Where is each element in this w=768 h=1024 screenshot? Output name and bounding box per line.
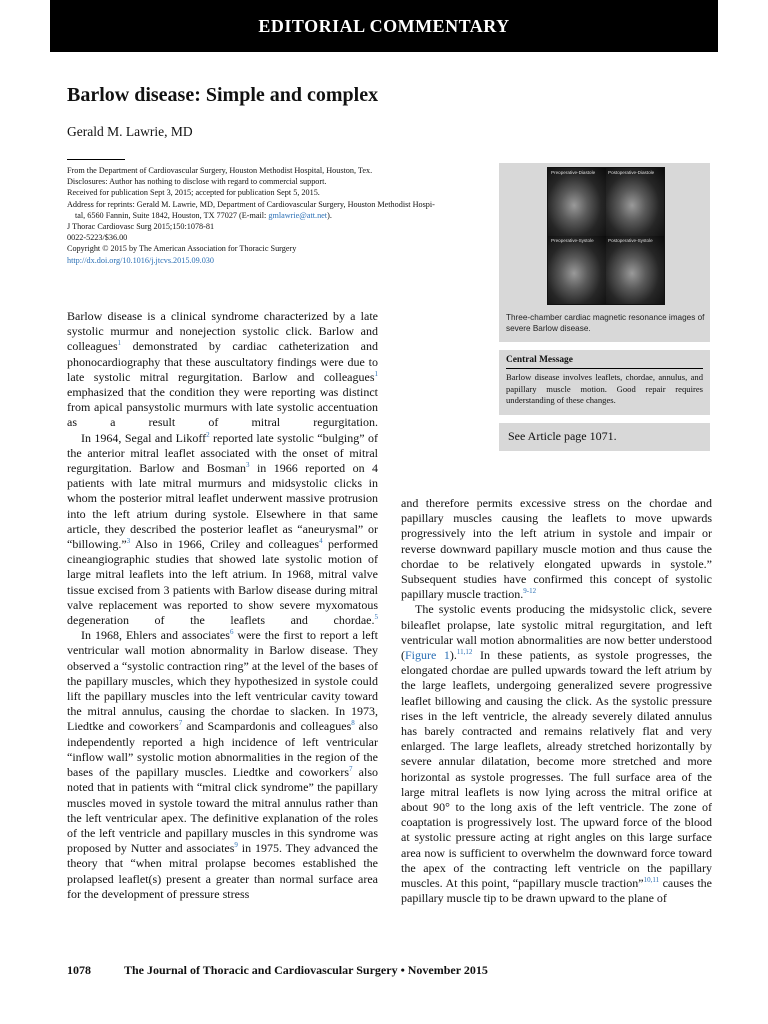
see-article-link[interactable]: See Article page 1071. — [508, 429, 617, 443]
reference-link[interactable]: 7 — [178, 719, 183, 728]
body-column-left — [67, 309, 378, 902]
paragraph: In 1964, Segal and Likoff$^2$ reported late systolic “bulging” of the anterior mitral leaflet associated with the onset of mitral regurgitation. Barlow and Bosman$^3$ in 1966 reported on 4 patients with late mitral murmurs and midsystolic clicks in whom the posterior mitral leaflet underwent massive protrusion into the left atrium during systole. Elsewhere in that same article, they described the posterior leaflet as “aneurysmal” or “billowing.”$^3$ Also in 1966, Criley and colleagues$^4$ performed cineangiographic studies that showed late systolic motion of large mitral leaflets into the left atrium. In 1968, mitral valve tissue excised from 3 patients with Barlow disease during mitral valve replacement was reported to show severe myxomatous degeneration of the leaflets and chordae.$^5$ — [67, 430, 379, 628]
editorial-banner: EDITORIAL COMMENTARY — [50, 0, 718, 52]
see-article-box[interactable] — [499, 423, 710, 451]
figure-panel — [499, 163, 710, 342]
mri-label: Preoperative-Systole — [551, 238, 594, 243]
meta-divider — [67, 159, 125, 160]
disclosures: Disclosures: Author has nothing to disclose with regard to commercial support. — [67, 177, 327, 187]
page-footer — [67, 963, 488, 978]
reference-link[interactable]: 7 — [349, 765, 353, 774]
reference-link[interactable]: 11,12 — [456, 648, 473, 657]
mri-label: Preoperative-Diastole — [551, 170, 596, 175]
paragraph: In 1968, Ehlers and associates$^6$ were the first to report a left ventricular wall motion abnormality in Barlow disease. They observed a “systolic contraction ring” at the level of the bases of the papillary muscles, which they hypothesized in systole could lift the papillary muscles into the left ventricular cavity toward the mitral annulus, causing the chordae to slacken. In 1973, Liedtke and coworkers$^7$ and Scampardonis and colleagues$^8$ also independently reported a high incidence of left ventricular “inflow wall” systolic motion abnormalities in the region of the bases of the papillary muscles. Liedtke and coworkers$^7$ also noted that in patients with “mitral click syndrome” the papillary muscles moved in systole toward the mitral annulus rather than the left ventricular apex. The definitive explanation of the roles of the left ventricle and papillary muscles in this syndrome was proposed by Nutter and associates$^9$ in 1975. They advanced the theory that “when mitral prolapse becomes established the prolapsed leaflet(s) present a greater than normal surface area for the development of pressure stress — [67, 628, 378, 901]
reference-link[interactable]: 8 — [351, 719, 355, 728]
central-message-body: Barlow disease involves leaflets, chordae, annulus, and papillary muscle motion. Good repair requires understanding of these changes. — [506, 372, 703, 406]
paragraph: The systolic events producing the midsystolic click, severe bileaflet prolapse, late systolic mitral regurgitation, and left ventricular wall motion abnormalities are now better understood (Figure 1).$^{11,12}$ In these patients, as systole progresses, the elongated chordae are pulled upwards toward the left atrium by the large leaflets, undergoing generalized severe progressive leaflet billowing and causing the click. As the systolic pressure rises in the left ventricle, the already severely dilated annulus has barely contracted and remains relatively flat and very enlarged. The large leaflets, already stretched horizontally by severe annular dilatation, become more stretched and more horizontal as systole progresses. The full surface area of the large mitral leaflets is now lying across the mitral orifice at about 90° to the long axis of the left ventricle. The zone of coaptation is progressively lost. The upward force of the blood at systolic pressure acting at right angles on this large surface area now is sufficient to overwhelm the downward force toward the apex of the contracting left ventricle on the papillary muscles. At this point, “papillary muscle traction”$^{10,11}$ causes the papillary muscle tip to be drawn upward to the plane of — [401, 602, 712, 906]
mri-image-grid — [547, 167, 665, 305]
reference-link[interactable]: 5 — [374, 613, 378, 622]
doi-link[interactable]: http://dx.doi.org/10.1016/j.jtcvs.2015.09.030 — [67, 255, 214, 265]
figure-caption: Three-chamber cardiac magnetic resonance images of severe Barlow disease. — [506, 313, 705, 333]
reference-link[interactable]: 3 — [246, 461, 250, 470]
reprint-address-end: ). — [327, 210, 332, 220]
reference-link[interactable]: 1 — [117, 339, 122, 348]
mri-postop-systole — [606, 236, 664, 304]
mri-preop-diastole — [548, 168, 606, 236]
reference-link[interactable]: 1 — [374, 369, 378, 378]
reference-link[interactable]: 3 — [126, 537, 131, 546]
central-message-box — [499, 350, 710, 415]
reprint-address-cont — [67, 210, 485, 221]
issn: 0022-5223/$36.00 — [67, 233, 128, 243]
reprint-address-text: tal, 6560 Fannin, Suite 1842, Houston, TX 77027 (E-mail: — [75, 210, 269, 220]
mri-preop-systole — [548, 236, 606, 304]
paragraph: Barlow disease is a clinical syndrome characterized by a late systolic murmur and nonejection systolic click. Barlow and colleagues$^1$ demonstrated by cardiac catheterization and phonocardiography that these auscultatory findings were due to late systolic mitral regurgitation. Barlow and colleagues$^1$ emphasized that the condition they were reporting was distinct from apical pansystolic murmurs with late systolic accentuation as a result of mitral regurgitation. — [67, 309, 378, 430]
reference-link[interactable]: 10,11 — [643, 876, 660, 885]
author-name: Gerald M. Lawrie, MD — [67, 124, 193, 139]
affiliation: From the Department of Cardiovascular Surgery, Houston Methodist Hospital, Houston, Tex. — [67, 166, 373, 175]
citation: J Thorac Cardiovasc Surg 2015;150:1078-81 — [67, 222, 215, 232]
reference-link[interactable]: 9 — [234, 841, 238, 850]
mri-postop-diastole — [606, 168, 664, 236]
journal-footer: The Journal of Thoracic and Cardiovascular Surgery • November 2015 — [124, 963, 488, 977]
reference-link[interactable]: 2 — [206, 430, 210, 439]
article-metadata — [67, 165, 485, 266]
figure-1-link[interactable]: Figure 1 — [405, 648, 450, 663]
copyright: Copyright © 2015 by The American Association for Thoracic Surgery — [67, 244, 297, 254]
reference-link[interactable]: 9-12 — [523, 587, 537, 596]
body-column-right — [401, 496, 712, 906]
article-title: Barlow disease: Simple and complex — [67, 84, 379, 106]
author-email-link[interactable]: gmlawrie@att.net — [268, 210, 328, 220]
reference-link[interactable]: 6 — [229, 628, 234, 637]
mri-label: Postoperative-Systole — [608, 238, 653, 243]
page-number: 1078 — [67, 963, 91, 977]
received-dates: Received for publication Sept 3, 2015; accepted for publication Sept 5, 2015. — [67, 188, 320, 198]
reprint-address: Address for reprints: Gerald M. Lawrie, MD, Department of Cardiovascular Surgery, Houston Methodist Hospi- — [67, 199, 435, 209]
paragraph: and therefore permits excessive stress on the chordae and papillary muscles causing the leaflets to move upwards progressively into the left atrium in systole and impair or reverse downward papillary muscle motion and thus cause the chordae to be relatively elongated upwards in systole.” Subsequent studies have confirmed this concept of systolic papillary muscle traction.$^{9-12}$ — [401, 496, 712, 602]
reference-link[interactable]: 4 — [319, 537, 323, 546]
mri-label: Postoperative-Diastole — [608, 170, 655, 175]
central-message-heading: Central Message — [506, 355, 703, 369]
